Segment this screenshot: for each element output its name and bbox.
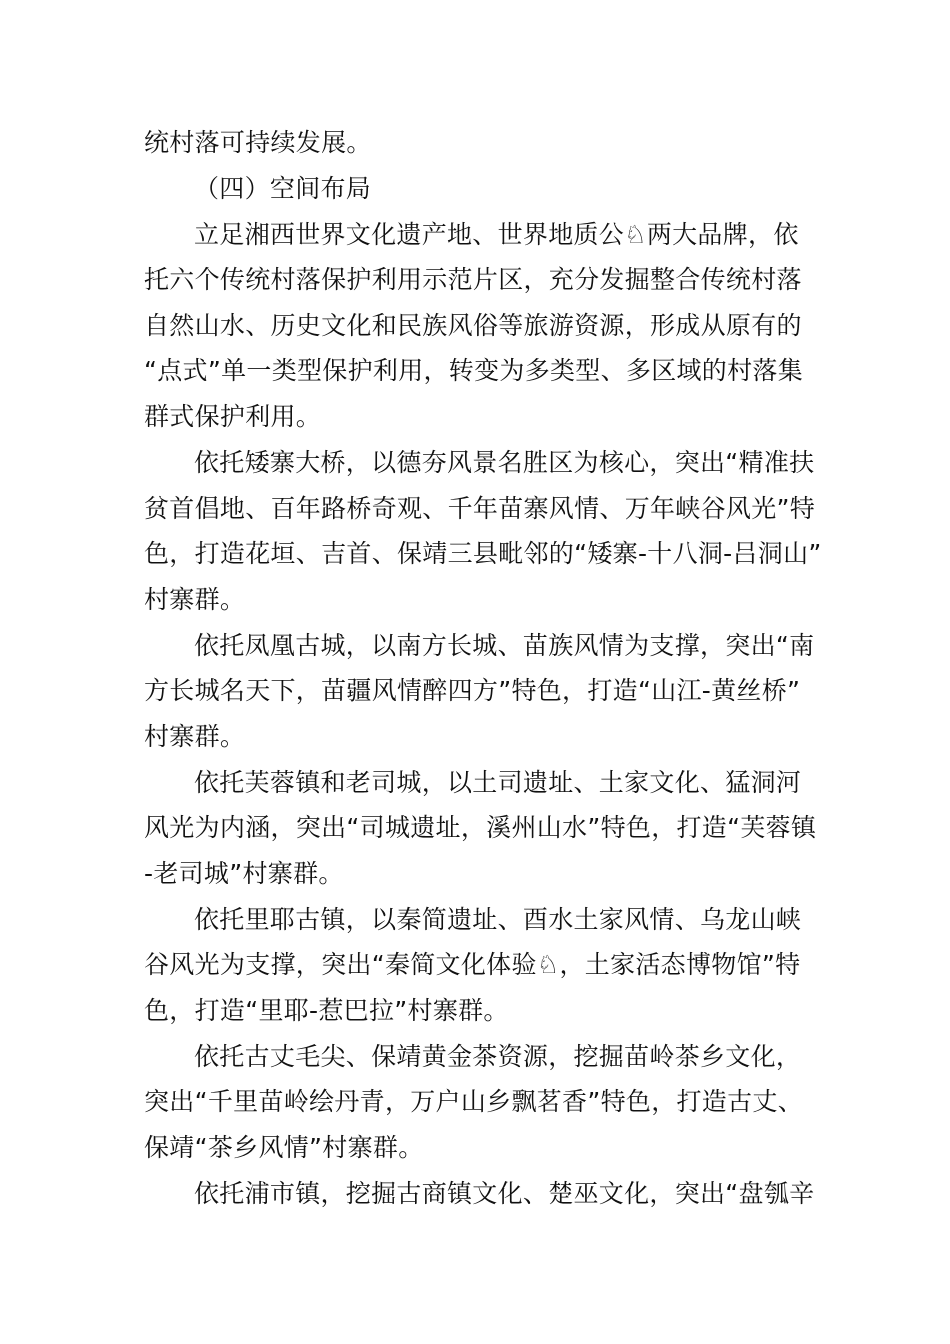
text-line: 立足湘西世界文化遗产地、世界地质公♘两大品牌，依: [194, 220, 799, 249]
text-line: 色，打造“里耶-惹巴拉”村寨群。: [144, 996, 509, 1025]
text-line: 统村落可持续发展。: [144, 128, 372, 157]
text-line: 依托矮寨大桥，以德夯风景名胜区为核心，突出“精准扶: [194, 448, 815, 477]
text-line: 依托古丈毛尖、保靖黄金茶资源，挖掘苗岭茶乡文化，: [194, 1042, 802, 1071]
text-line: -老司城”村寨群。: [144, 859, 344, 888]
text-line: 谷风光为支撑，突出“秦简文化体验♘，土家活态博物馆”特: [144, 950, 801, 979]
text-line: 托六个传统村落保护利用示范片区，充分发掘整合传统村落: [144, 265, 802, 294]
text-line: 突出“千里苗岭绘丹青，万户山乡飘茗香”特色，打造古丈、: [144, 1087, 804, 1116]
section-heading: （四）空间布局: [194, 174, 372, 203]
text-line: 村寨群。: [144, 722, 246, 751]
text-line: 方长城名天下，苗疆风情醉四方”特色，打造“山江-黄丝桥”: [144, 676, 801, 705]
text-line: 风光为内涵，突出“司城遗址，溪州山水”特色，打造“芙蓉镇: [144, 813, 817, 842]
text-line: 依托里耶古镇，以秦简遗址、酉水土家风情、乌龙山峡: [194, 905, 802, 934]
text-line: 自然山水、历史文化和民族风俗等旅游资源，形成从原有的: [144, 311, 802, 340]
text-line: 依托凤凰古城，以南方长城、苗族风情为支撑，突出“南: [194, 631, 815, 660]
text-line: 依托浦市镇，挖掘古商镇文化、楚巫文化，突出“盘瓠辛: [194, 1179, 815, 1208]
text-line: 色，打造花垣、吉首、保靖三县毗邻的“矮寨-十八洞-吕洞山”: [144, 539, 822, 568]
text-line: 贫首倡地、百年路桥奇观、千年苗寨风情、万年峡谷风光”特: [144, 494, 816, 523]
text-line: 依托芙蓉镇和老司城，以土司遗址、土家文化、猛洞河: [194, 768, 802, 797]
text-line: 保靖“茶乡风情”村寨群。: [144, 1133, 424, 1162]
text-line: 群式保护利用。: [144, 402, 322, 431]
text-line: “点式”单一类型保护利用，转变为多类型、多区域的村落集: [144, 356, 804, 385]
text-line: 村寨群。: [144, 585, 246, 614]
